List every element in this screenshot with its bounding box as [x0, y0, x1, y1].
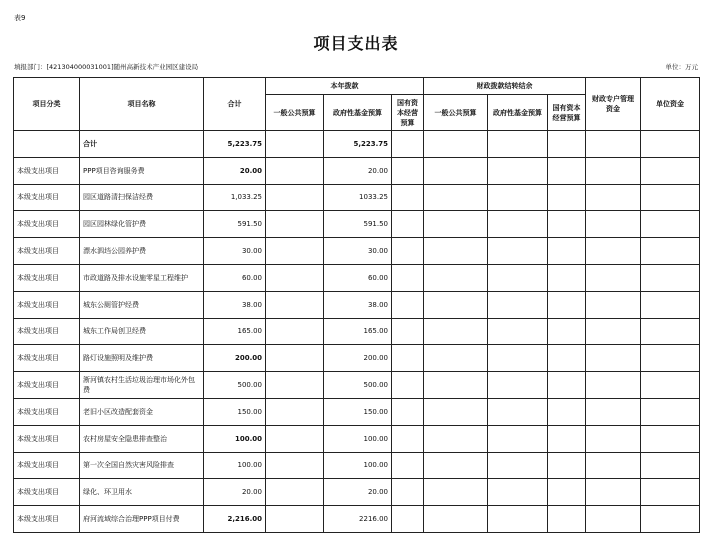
row-carry-state-capital — [548, 479, 586, 506]
row-total: 200.00 — [204, 345, 266, 372]
row-general-budget — [266, 452, 324, 479]
header-name: 项目名称 — [80, 78, 204, 131]
row-carry-state-capital — [548, 184, 586, 211]
row-name: 路灯设施照明及维护费 — [80, 345, 204, 372]
row-total: 30.00 — [204, 238, 266, 265]
table-row — [14, 184, 700, 211]
row-carry-general — [424, 506, 488, 533]
row-state-capital — [392, 345, 424, 372]
row-general-budget — [266, 211, 324, 238]
row-special-account — [586, 479, 641, 506]
row-category — [14, 131, 80, 158]
row-carry-general — [424, 345, 488, 372]
row-name: 老旧小区改造配套资金 — [80, 398, 204, 425]
row-state-capital — [392, 211, 424, 238]
row-carry-gov-fund — [488, 425, 548, 452]
row-category: 本级支出项目 — [14, 345, 80, 372]
header-category: 项目分类 — [14, 78, 80, 131]
row-carry-gov-fund — [488, 479, 548, 506]
header-carry-gov-fund: 政府性基金预算 — [488, 95, 548, 131]
row-total: 20.00 — [204, 157, 266, 184]
form-number: 表9 — [14, 14, 26, 22]
row-carry-general — [424, 264, 488, 291]
table-row — [14, 238, 700, 265]
row-gov-fund: 38.00 — [324, 291, 392, 318]
table-row — [14, 452, 700, 479]
row-carry-gov-fund — [488, 264, 548, 291]
row-carry-general — [424, 211, 488, 238]
row-state-capital — [392, 291, 424, 318]
row-gov-fund: 20.00 — [324, 479, 392, 506]
row-category: 本级支出项目 — [14, 318, 80, 345]
row-carry-gov-fund — [488, 398, 548, 425]
row-special-account — [586, 345, 641, 372]
row-carry-general — [424, 318, 488, 345]
row-special-account — [586, 131, 641, 158]
row-gov-fund: 30.00 — [324, 238, 392, 265]
table-row — [14, 506, 700, 533]
row-category: 本级支出项目 — [14, 479, 80, 506]
row-unit-funds — [641, 345, 700, 372]
row-total: 2,216.00 — [204, 506, 266, 533]
row-carry-state-capital — [548, 425, 586, 452]
row-name: 城东工作局创卫经费 — [80, 318, 204, 345]
row-total: 500.00 — [204, 372, 266, 399]
table-row — [14, 372, 700, 399]
row-state-capital — [392, 318, 424, 345]
row-state-capital — [392, 238, 424, 265]
row-category: 本级支出项目 — [14, 425, 80, 452]
row-gov-fund: 100.00 — [324, 425, 392, 452]
row-gov-fund: 200.00 — [324, 345, 392, 372]
row-category: 本级支出项目 — [14, 157, 80, 184]
row-carry-state-capital — [548, 345, 586, 372]
row-state-capital — [392, 479, 424, 506]
row-unit-funds — [641, 452, 700, 479]
row-general-budget — [266, 345, 324, 372]
row-total: 5,223.75 — [204, 131, 266, 158]
row-name: 市政道路及排水设施零星工程维护 — [80, 264, 204, 291]
row-name: 园区园林绿化管护费 — [80, 211, 204, 238]
row-state-capital — [392, 157, 424, 184]
row-name: 城东公厕管护经费 — [80, 291, 204, 318]
row-total: 100.00 — [204, 452, 266, 479]
table-row — [14, 291, 700, 318]
row-state-capital — [392, 131, 424, 158]
row-gov-fund: 591.50 — [324, 211, 392, 238]
table-row — [14, 131, 700, 158]
row-gov-fund: 20.00 — [324, 157, 392, 184]
row-carry-general — [424, 425, 488, 452]
row-total: 20.00 — [204, 479, 266, 506]
row-carry-state-capital — [548, 506, 586, 533]
row-general-budget — [266, 131, 324, 158]
row-general-budget — [266, 318, 324, 345]
header-unit-funds: 单位资金 — [641, 78, 700, 131]
row-gov-fund: 165.00 — [324, 318, 392, 345]
header-general-budget: 一般公共预算 — [266, 95, 324, 131]
row-carry-general — [424, 452, 488, 479]
row-carry-gov-fund — [488, 238, 548, 265]
row-category: 本级支出项目 — [14, 238, 80, 265]
header-current-year: 本年拨款 — [266, 78, 424, 95]
row-unit-funds — [641, 264, 700, 291]
row-carry-gov-fund — [488, 372, 548, 399]
row-carry-gov-fund — [488, 452, 548, 479]
row-gov-fund: 100.00 — [324, 452, 392, 479]
row-unit-funds — [641, 398, 700, 425]
table-row — [14, 479, 700, 506]
header-total: 合计 — [204, 78, 266, 131]
row-unit-funds — [641, 425, 700, 452]
row-state-capital — [392, 264, 424, 291]
row-special-account — [586, 452, 641, 479]
row-gov-fund: 150.00 — [324, 398, 392, 425]
table-row — [14, 264, 700, 291]
row-unit-funds — [641, 131, 700, 158]
row-total: 591.50 — [204, 211, 266, 238]
table-row — [14, 398, 700, 425]
row-total: 1,033.25 — [204, 184, 266, 211]
header-carryover: 财政拨款结转结余 — [424, 78, 586, 95]
row-state-capital — [392, 452, 424, 479]
row-carry-gov-fund — [488, 184, 548, 211]
row-special-account — [586, 506, 641, 533]
row-unit-funds — [641, 479, 700, 506]
row-name: 淅河镇农村生活垃圾治理市场化外包费 — [80, 372, 204, 399]
table-row — [14, 425, 700, 452]
row-general-budget — [266, 506, 324, 533]
table-row — [14, 157, 700, 184]
row-carry-state-capital — [548, 291, 586, 318]
row-state-capital — [392, 372, 424, 399]
row-gov-fund: 5,223.75 — [324, 131, 392, 158]
row-special-account — [586, 318, 641, 345]
row-general-budget — [266, 157, 324, 184]
row-special-account — [586, 184, 641, 211]
row-gov-fund: 60.00 — [324, 264, 392, 291]
row-carry-general — [424, 184, 488, 211]
row-carry-state-capital — [548, 452, 586, 479]
row-special-account — [586, 398, 641, 425]
row-general-budget — [266, 291, 324, 318]
row-general-budget — [266, 398, 324, 425]
row-unit-funds — [641, 318, 700, 345]
row-special-account — [586, 157, 641, 184]
row-carry-state-capital — [548, 131, 586, 158]
row-carry-gov-fund — [488, 318, 548, 345]
row-name: 第一次全国自然灾害风险排查 — [80, 452, 204, 479]
row-category: 本级支出项目 — [14, 264, 80, 291]
expenditure-table — [13, 77, 700, 533]
row-carry-state-capital — [548, 398, 586, 425]
row-carry-state-capital — [548, 238, 586, 265]
row-special-account — [586, 425, 641, 452]
row-carry-gov-fund — [488, 211, 548, 238]
row-carry-general — [424, 291, 488, 318]
row-general-budget — [266, 184, 324, 211]
row-carry-gov-fund — [488, 131, 548, 158]
row-name: 合计 — [80, 131, 204, 158]
table-row — [14, 345, 700, 372]
row-unit-funds — [641, 211, 700, 238]
row-carry-gov-fund — [488, 291, 548, 318]
row-carry-gov-fund — [488, 157, 548, 184]
row-carry-state-capital — [548, 157, 586, 184]
row-total: 165.00 — [204, 318, 266, 345]
row-total: 100.00 — [204, 425, 266, 452]
row-category: 本级支出项目 — [14, 184, 80, 211]
row-category: 本级支出项目 — [14, 398, 80, 425]
row-category: 本级支出项目 — [14, 211, 80, 238]
row-carry-general — [424, 372, 488, 399]
row-carry-general — [424, 131, 488, 158]
row-general-budget — [266, 425, 324, 452]
row-carry-general — [424, 398, 488, 425]
row-name: 绿化、环卫用水 — [80, 479, 204, 506]
row-carry-general — [424, 238, 488, 265]
row-general-budget — [266, 264, 324, 291]
row-unit-funds — [641, 506, 700, 533]
department-label: 填报部门：[421304000031001]随州高新技术产业园区建设局 — [14, 63, 199, 71]
table-row — [14, 211, 700, 238]
row-unit-funds — [641, 184, 700, 211]
row-carry-state-capital — [548, 318, 586, 345]
row-name: PPP项目咨询服务费 — [80, 157, 204, 184]
row-state-capital — [392, 506, 424, 533]
row-total: 150.00 — [204, 398, 266, 425]
row-carry-gov-fund — [488, 345, 548, 372]
row-carry-state-capital — [548, 211, 586, 238]
header-special-account: 财政专户管理资金 — [586, 78, 641, 131]
header-carry-state-capital: 国有资本经营预算 — [548, 95, 586, 131]
row-name: 府河流域综合治理PPP项目付费 — [80, 506, 204, 533]
row-gov-fund: 2216.00 — [324, 506, 392, 533]
row-special-account — [586, 238, 641, 265]
row-category: 本级支出项目 — [14, 452, 80, 479]
row-name: 园区道路清扫保洁经费 — [80, 184, 204, 211]
row-total: 38.00 — [204, 291, 266, 318]
row-total: 60.00 — [204, 264, 266, 291]
row-carry-gov-fund — [488, 506, 548, 533]
row-special-account — [586, 372, 641, 399]
row-state-capital — [392, 425, 424, 452]
row-general-budget — [266, 372, 324, 399]
row-category: 本级支出项目 — [14, 291, 80, 318]
row-carry-state-capital — [548, 372, 586, 399]
row-gov-fund: 1033.25 — [324, 184, 392, 211]
row-name: 漂水泗垱公园养护费 — [80, 238, 204, 265]
page-title: 项目支出表 — [313, 34, 399, 53]
table-row — [14, 318, 700, 345]
row-carry-general — [424, 157, 488, 184]
row-special-account — [586, 211, 641, 238]
row-unit-funds — [641, 372, 700, 399]
row-special-account — [586, 264, 641, 291]
header-state-capital: 国有资本经营预算 — [392, 95, 424, 131]
row-carry-state-capital — [548, 264, 586, 291]
unit-label: 单位：万元 — [665, 63, 698, 71]
row-state-capital — [392, 184, 424, 211]
row-unit-funds — [641, 238, 700, 265]
header-gov-fund: 政府性基金预算 — [324, 95, 392, 131]
row-special-account — [586, 291, 641, 318]
row-unit-funds — [641, 291, 700, 318]
row-category: 本级支出项目 — [14, 506, 80, 533]
row-unit-funds — [641, 157, 700, 184]
header-carry-general: 一般公共预算 — [424, 95, 488, 131]
row-carry-general — [424, 479, 488, 506]
row-general-budget — [266, 479, 324, 506]
row-state-capital — [392, 398, 424, 425]
row-general-budget — [266, 238, 324, 265]
row-name: 农村房屋安全隐患排查整治 — [80, 425, 204, 452]
row-category: 本级支出项目 — [14, 372, 80, 399]
row-gov-fund: 500.00 — [324, 372, 392, 399]
